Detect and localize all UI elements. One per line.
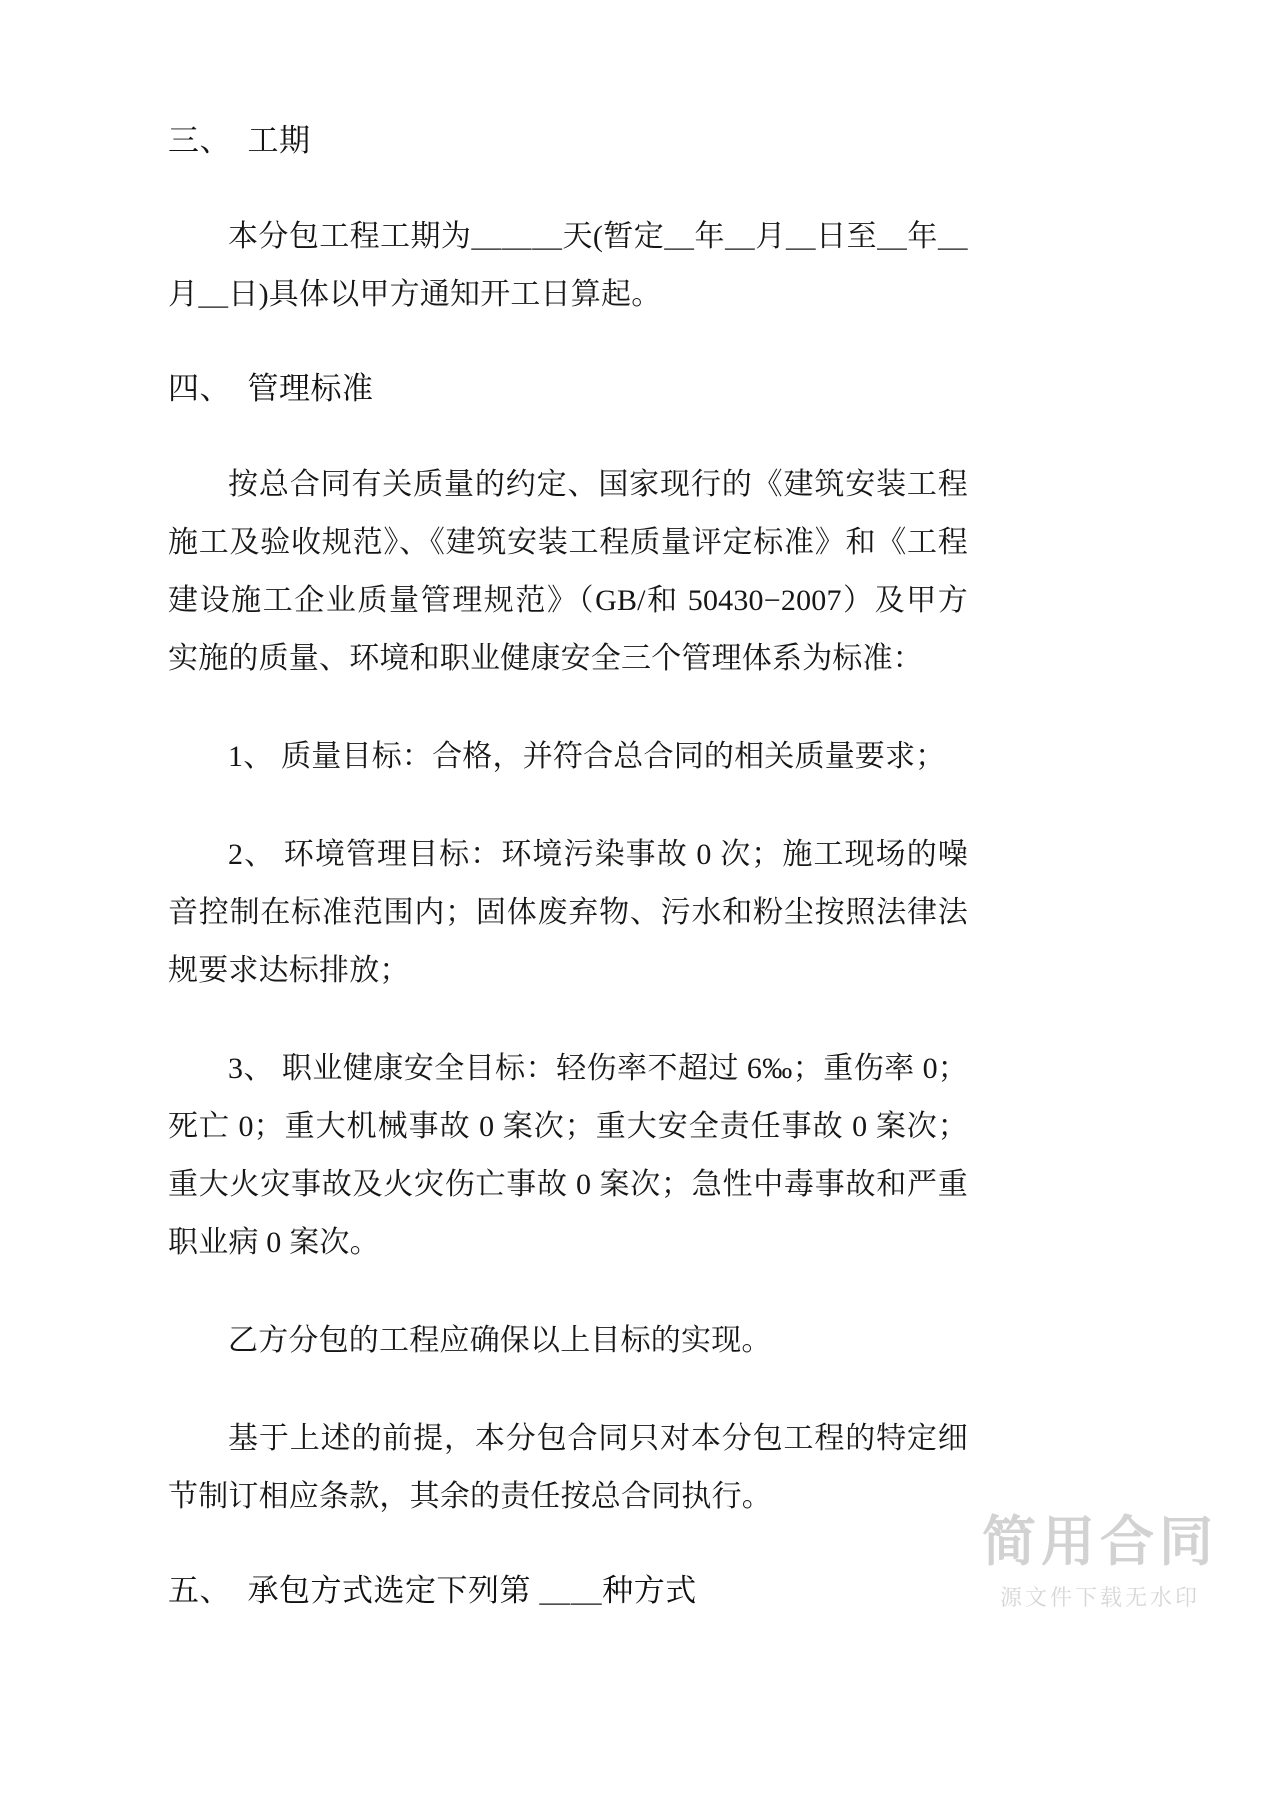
section-4-item-2: 2、 环境管理目标：环境污染事故 0 次；施工现场的噪音控制在标准范围内；固体废弃物、污水和粉尘按照法律法规要求达标排放； bbox=[168, 837, 968, 987]
section-4-paragraph-1: 按总合同有关质量的约定、国家现行的《建筑安装工程施工及验收规范》、《建筑安装工程质量评定标准》和《工程建设施工企业质量管理规范》（GB/和 50430−2007）及甲方实施的质量、环境和职业健康安全三个管理体系为标准： bbox=[168, 467, 968, 675]
spacer bbox=[168, 1370, 968, 1410]
watermark-subtitle: 源文件下载无水印 bbox=[999, 1586, 1200, 1611]
watermark-title: 简用合同 bbox=[982, 1510, 1218, 1574]
document-body bbox=[168, 0, 968, 1612]
section-3-paragraph-1: 本分包工程工期为＿＿＿天(暂定＿年＿月＿日至＿年＿月＿日)具体以甲方通知开工日算起。 bbox=[168, 219, 968, 311]
spacer bbox=[168, 786, 968, 826]
section-4-item-1: 1、 质量目标：合格，并符合总合同的相关质量要求； bbox=[228, 739, 946, 773]
section-4-item-3: 3、 职业健康安全目标：轻伤率不超过 6‰；重伤率 0；死亡 0；重大机械事故 0 案次；重大安全责任事故 0 案次；重大火灾事故及火灾伤亡事故 0 案次；急性中毒事故和严重职业病 0 案次。 bbox=[168, 1051, 968, 1259]
section-heading-3: 三、 工期 bbox=[168, 123, 311, 158]
section-heading-4: 四、 管理标准 bbox=[168, 370, 374, 406]
spacer bbox=[168, 162, 968, 208]
section-heading-5: 五、 承包方式选定下列第 ＿＿种方式 bbox=[168, 1572, 697, 1608]
section-4-closing-1: 乙方分包的工程应确保以上目标的实现。 bbox=[228, 1323, 772, 1357]
spacer bbox=[168, 324, 968, 368]
top-spacer bbox=[168, 0, 968, 120]
spacer bbox=[168, 1526, 968, 1570]
spacer bbox=[168, 410, 968, 456]
watermark bbox=[982, 1510, 1218, 1612]
section-4-closing-2: 基于上述的前提，本分包合同只对本分包工程的特定细节制订相应条款，其余的责任按总合同执行。 bbox=[168, 1421, 968, 1513]
spacer bbox=[168, 1272, 968, 1312]
spacer bbox=[168, 688, 968, 728]
spacer bbox=[168, 1000, 968, 1040]
